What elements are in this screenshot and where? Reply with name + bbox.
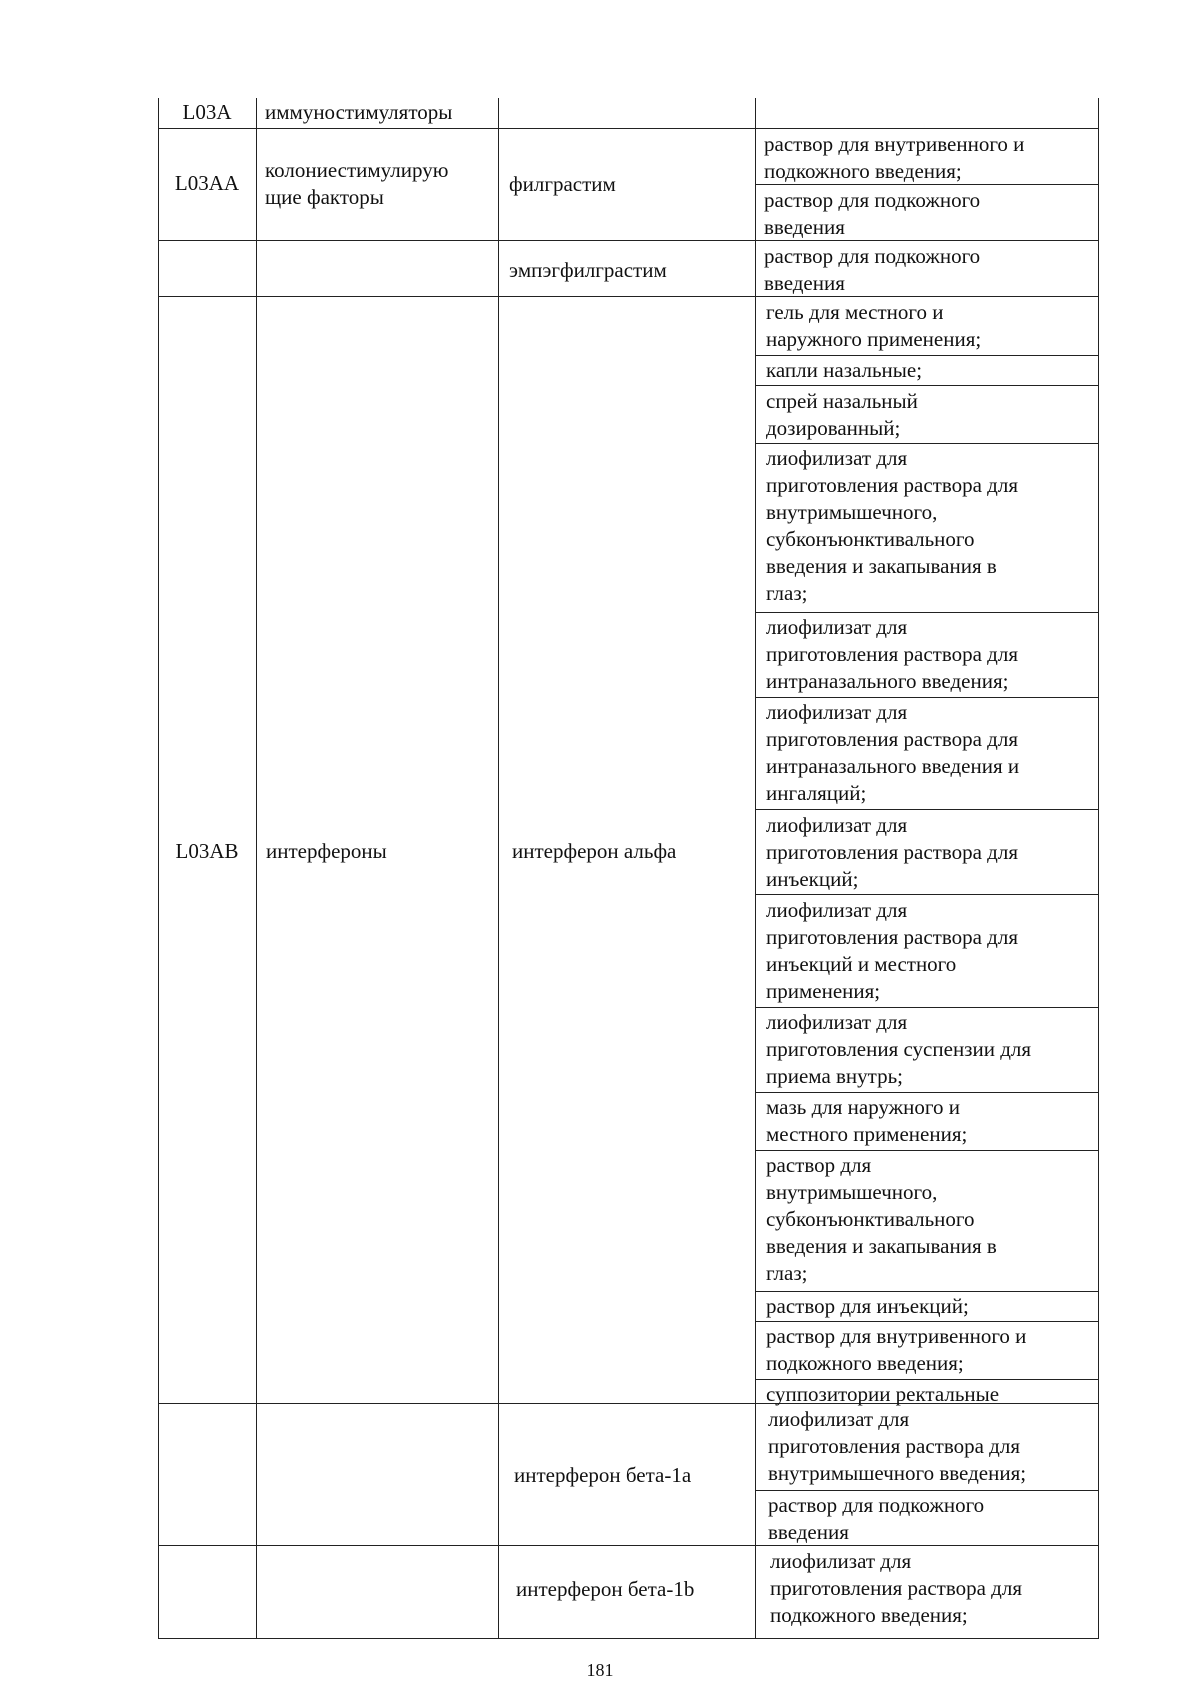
substance-name: эмпэгфилграстим xyxy=(509,258,667,282)
dosage-form: мазь для наружного и местного применения; xyxy=(766,1095,968,1146)
dosage-form: лиофилизат для приготовления раствора для инъекций и местного применения; xyxy=(766,898,1018,1003)
dosage-form: лиофилизат для приготовления раствора для интраназального введения и ингаляций; xyxy=(766,700,1020,805)
form-separator xyxy=(755,809,1099,810)
table-divider-col2 xyxy=(498,98,499,1639)
dosage-form: суппозитории ректальные xyxy=(766,1382,1000,1406)
dosage-form: лиофилизат для приготовления раствора для внутримышечного введения; xyxy=(768,1407,1027,1485)
table-border-bottom xyxy=(158,1638,1099,1639)
row-separator xyxy=(158,128,1099,129)
dosage-form: гель для местного и наружного применения; xyxy=(766,300,982,351)
dosage-form: лиофилизат для приготовления раствора для интраназального введения; xyxy=(766,615,1018,693)
substance-name: интерферон бета-1a xyxy=(514,1463,692,1487)
dosage-form: раствор для внутривенного и подкожного введения; xyxy=(766,1324,1027,1375)
dosage-form: лиофилизат для приготовления суспензии для приема внутрь; xyxy=(766,1010,1032,1088)
atc-group: интерфероны xyxy=(266,839,387,863)
form-separator xyxy=(755,894,1099,895)
dosage-form: раствор для инъекций; xyxy=(766,1294,969,1318)
substance-name: интерферон альфа xyxy=(512,839,677,863)
dosage-form: капли назальные; xyxy=(766,358,923,382)
dosage-form: лиофилизат для приготовления раствора для инъекций; xyxy=(766,813,1018,891)
dosage-form: лиофилизат для приготовления раствора для подкожного введения; xyxy=(770,1549,1022,1627)
atc-code: L03AA xyxy=(174,171,240,195)
form-separator xyxy=(755,385,1099,386)
dosage-form: лиофилизат для приготовления раствора для внутримышечного, субконъюнктивального введения и закапывания в глаз; xyxy=(766,446,1018,605)
dosage-form: спрей назальный дозированный; xyxy=(766,389,918,440)
table-border-left xyxy=(158,98,159,1639)
table-divider-col3 xyxy=(755,98,756,1639)
substance-name: интерферон бета-1b xyxy=(516,1577,695,1601)
atc-code: L03A xyxy=(182,100,232,124)
table-divider-col1 xyxy=(256,98,257,1639)
dosage-form: раствор для подкожного введения xyxy=(764,188,981,239)
page-number: 181 xyxy=(586,1660,614,1680)
dosage-form: раствор для внутривенного и подкожного введения; xyxy=(764,132,1025,183)
table-border-right xyxy=(1098,98,1099,1639)
dosage-form: раствор для внутримышечного, субконъюнктивального введения и закапывания в глаз; xyxy=(766,1153,997,1285)
substance-name: филграстим xyxy=(509,172,616,196)
dosage-form: раствор для подкожного введения xyxy=(764,244,981,295)
atc-code: L03AB xyxy=(175,839,239,863)
atc-group: иммуностимуляторы xyxy=(265,100,453,124)
dosage-form: раствор для подкожного введения xyxy=(768,1493,985,1544)
atc-group: колониестимулирую щие факторы xyxy=(265,158,449,209)
